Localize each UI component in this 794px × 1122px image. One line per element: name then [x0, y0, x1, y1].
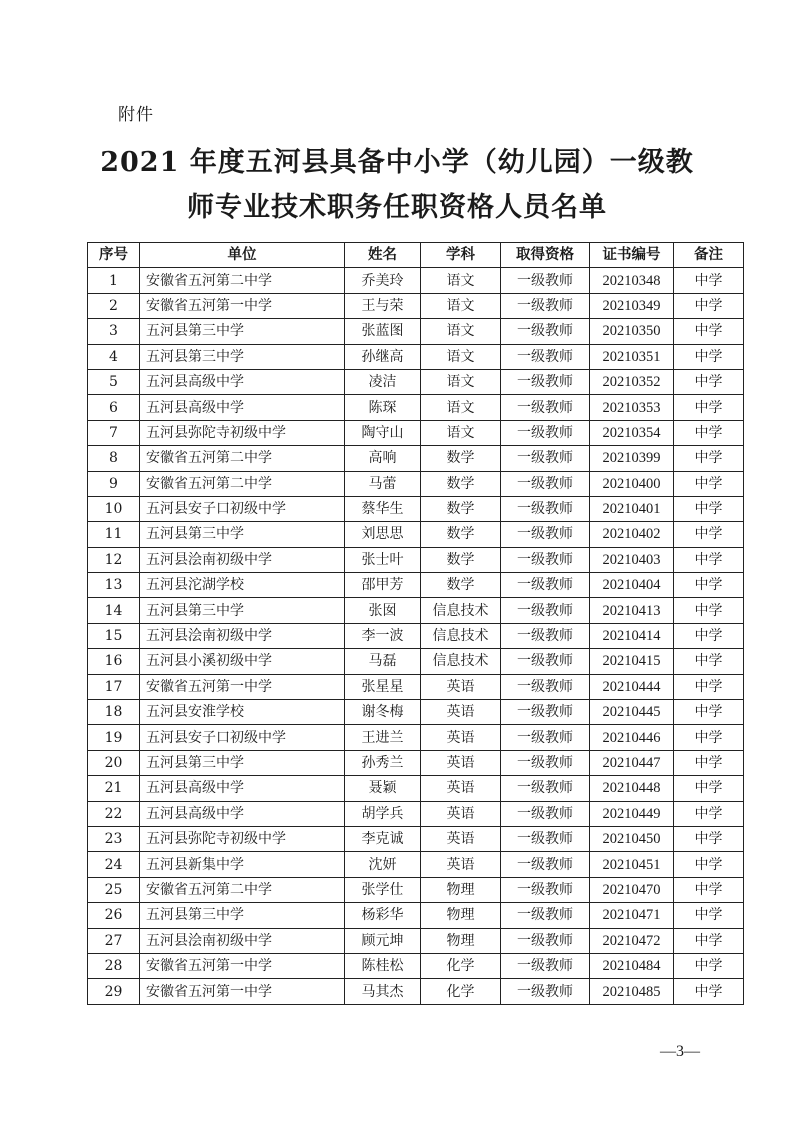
- cell-remark: 中学: [674, 522, 744, 547]
- cell-subject: 物理: [421, 877, 501, 902]
- cell-name: 马蕾: [345, 471, 421, 496]
- cell-unit: 安徽省五河第二中学: [140, 446, 345, 471]
- cell-subject: 语文: [421, 395, 501, 420]
- cell-qualification: 一级教师: [501, 801, 590, 826]
- cell-qualification: 一级教师: [501, 573, 590, 598]
- cell-remark: 中学: [674, 801, 744, 826]
- table-body: [88, 268, 744, 1004]
- table-header-row: [88, 243, 744, 268]
- cell-qualification: 一级教师: [501, 319, 590, 344]
- cell-remark: 中学: [674, 420, 744, 445]
- cell-certificate-number: 20210401: [590, 496, 674, 521]
- table-row: [88, 420, 744, 445]
- cell-name: 顾元坤: [345, 928, 421, 953]
- cell-subject: 英语: [421, 826, 501, 851]
- cell-serial: 2: [88, 293, 140, 318]
- cell-serial: 22: [88, 801, 140, 826]
- cell-certificate-number: 20210353: [590, 395, 674, 420]
- cell-qualification: 一级教师: [501, 674, 590, 699]
- table-row: [88, 928, 744, 953]
- cell-remark: 中学: [674, 369, 744, 394]
- cell-name: 刘思思: [345, 522, 421, 547]
- cell-name: 王进兰: [345, 725, 421, 750]
- cell-certificate-number: 20210448: [590, 776, 674, 801]
- page-number: —3—: [660, 1043, 700, 1060]
- cell-serial: 10: [88, 496, 140, 521]
- cell-qualification: 一级教师: [501, 750, 590, 775]
- cell-name: 蔡华生: [345, 496, 421, 521]
- cell-remark: 中学: [674, 826, 744, 851]
- table-row: [88, 649, 744, 674]
- table-row: [88, 674, 744, 699]
- cell-serial: 12: [88, 547, 140, 572]
- table-row: [88, 547, 744, 572]
- cell-certificate-number: 20210404: [590, 573, 674, 598]
- cell-subject: 数学: [421, 471, 501, 496]
- cell-remark: 中学: [674, 979, 744, 1004]
- cell-certificate-number: 20210485: [590, 979, 674, 1004]
- cell-name: 李一波: [345, 623, 421, 648]
- cell-qualification: 一级教师: [501, 598, 590, 623]
- table-row: [88, 700, 744, 725]
- cell-name: 张士叶: [345, 547, 421, 572]
- cell-serial: 6: [88, 395, 140, 420]
- cell-name: 孙秀兰: [345, 750, 421, 775]
- cell-certificate-number: 20210403: [590, 547, 674, 572]
- cell-serial: 14: [88, 598, 140, 623]
- table-row: [88, 826, 744, 851]
- cell-unit: 安徽省五河第二中学: [140, 877, 345, 902]
- cell-remark: 中学: [674, 293, 744, 318]
- cell-subject: 英语: [421, 852, 501, 877]
- cell-remark: 中学: [674, 776, 744, 801]
- cell-subject: 语文: [421, 268, 501, 293]
- cell-certificate-number: 20210354: [590, 420, 674, 445]
- cell-serial: 28: [88, 953, 140, 978]
- cell-name: 马其杰: [345, 979, 421, 1004]
- cell-certificate-number: 20210349: [590, 293, 674, 318]
- cell-unit: 五河县第三中学: [140, 903, 345, 928]
- table-row: [88, 522, 744, 547]
- cell-qualification: 一级教师: [501, 547, 590, 572]
- cell-certificate-number: 20210471: [590, 903, 674, 928]
- cell-certificate-number: 20210446: [590, 725, 674, 750]
- cell-certificate-number: 20210348: [590, 268, 674, 293]
- cell-remark: 中学: [674, 725, 744, 750]
- cell-name: 陈琛: [345, 395, 421, 420]
- header-unit: 单位: [140, 243, 345, 268]
- table-row: [88, 598, 744, 623]
- table-row: [88, 369, 744, 394]
- cell-unit: 安徽省五河第一中学: [140, 293, 345, 318]
- cell-serial: 29: [88, 979, 140, 1004]
- cell-name: 谢冬梅: [345, 700, 421, 725]
- cell-subject: 英语: [421, 801, 501, 826]
- cell-qualification: 一级教师: [501, 826, 590, 851]
- table-row: [88, 293, 744, 318]
- header-name: 姓名: [345, 243, 421, 268]
- cell-qualification: 一级教师: [501, 395, 590, 420]
- cell-remark: 中学: [674, 268, 744, 293]
- cell-unit: 五河县高级中学: [140, 776, 345, 801]
- cell-serial: 20: [88, 750, 140, 775]
- cell-remark: 中学: [674, 446, 744, 471]
- header-subject: 学科: [421, 243, 501, 268]
- cell-subject: 化学: [421, 979, 501, 1004]
- cell-remark: 中学: [674, 471, 744, 496]
- table-row: [88, 725, 744, 750]
- cell-subject: 英语: [421, 725, 501, 750]
- cell-name: 张囡: [345, 598, 421, 623]
- cell-subject: 物理: [421, 928, 501, 953]
- table-row: [88, 623, 744, 648]
- cell-qualification: 一级教师: [501, 903, 590, 928]
- cell-certificate-number: 20210399: [590, 446, 674, 471]
- cell-name: 杨彩华: [345, 903, 421, 928]
- cell-certificate-number: 20210351: [590, 344, 674, 369]
- table-row: [88, 395, 744, 420]
- cell-serial: 19: [88, 725, 140, 750]
- cell-unit: 五河县浍南初级中学: [140, 547, 345, 572]
- cell-subject: 英语: [421, 776, 501, 801]
- cell-subject: 数学: [421, 496, 501, 521]
- cell-name: 沈妍: [345, 852, 421, 877]
- table-row: [88, 319, 744, 344]
- cell-certificate-number: 20210414: [590, 623, 674, 648]
- cell-qualification: 一级教师: [501, 420, 590, 445]
- cell-name: 马磊: [345, 649, 421, 674]
- cell-name: 陈桂松: [345, 953, 421, 978]
- cell-qualification: 一级教师: [501, 471, 590, 496]
- cell-qualification: 一级教师: [501, 522, 590, 547]
- cell-unit: 五河县安淮学校: [140, 700, 345, 725]
- cell-serial: 17: [88, 674, 140, 699]
- cell-qualification: 一级教师: [501, 649, 590, 674]
- cell-serial: 18: [88, 700, 140, 725]
- cell-unit: 五河县第三中学: [140, 750, 345, 775]
- cell-unit: 五河县弥陀寺初级中学: [140, 420, 345, 445]
- cell-certificate-number: 20210444: [590, 674, 674, 699]
- cell-qualification: 一级教师: [501, 369, 590, 394]
- document-title-line-2: 师专业技术职务任职资格人员名单: [187, 192, 607, 223]
- cell-subject: 数学: [421, 573, 501, 598]
- cell-certificate-number: 20210400: [590, 471, 674, 496]
- cell-remark: 中学: [674, 674, 744, 699]
- cell-certificate-number: 20210447: [590, 750, 674, 775]
- cell-remark: 中学: [674, 852, 744, 877]
- cell-subject: 物理: [421, 903, 501, 928]
- cell-unit: 五河县高级中学: [140, 395, 345, 420]
- cell-subject: 语文: [421, 420, 501, 445]
- table-row: [88, 903, 744, 928]
- table-row: [88, 776, 744, 801]
- cell-unit: 五河县第三中学: [140, 344, 345, 369]
- cell-subject: 英语: [421, 700, 501, 725]
- cell-unit: 安徽省五河第一中学: [140, 674, 345, 699]
- cell-serial: 7: [88, 420, 140, 445]
- cell-qualification: 一级教师: [501, 852, 590, 877]
- cell-qualification: 一级教师: [501, 877, 590, 902]
- cell-qualification: 一级教师: [501, 979, 590, 1004]
- cell-unit: 安徽省五河第二中学: [140, 471, 345, 496]
- cell-unit: 五河县第三中学: [140, 522, 345, 547]
- cell-unit: 五河县第三中学: [140, 598, 345, 623]
- cell-subject: 数学: [421, 547, 501, 572]
- cell-serial: 25: [88, 877, 140, 902]
- cell-name: 胡学兵: [345, 801, 421, 826]
- cell-remark: 中学: [674, 573, 744, 598]
- cell-unit: 五河县安子口初级中学: [140, 725, 345, 750]
- cell-remark: 中学: [674, 953, 744, 978]
- cell-subject: 化学: [421, 953, 501, 978]
- cell-remark: 中学: [674, 395, 744, 420]
- table-row: [88, 446, 744, 471]
- cell-serial: 27: [88, 928, 140, 953]
- cell-name: 张星星: [345, 674, 421, 699]
- table-row: [88, 344, 744, 369]
- cell-certificate-number: 20210413: [590, 598, 674, 623]
- cell-remark: 中学: [674, 547, 744, 572]
- cell-name: 聂颖: [345, 776, 421, 801]
- cell-qualification: 一级教师: [501, 496, 590, 521]
- cell-serial: 15: [88, 623, 140, 648]
- cell-remark: 中学: [674, 750, 744, 775]
- table-row: [88, 852, 744, 877]
- cell-serial: 8: [88, 446, 140, 471]
- cell-remark: 中学: [674, 623, 744, 648]
- cell-certificate-number: 20210470: [590, 877, 674, 902]
- cell-certificate-number: 20210445: [590, 700, 674, 725]
- cell-unit: 五河县第三中学: [140, 319, 345, 344]
- cell-subject: 数学: [421, 522, 501, 547]
- cell-qualification: 一级教师: [501, 725, 590, 750]
- cell-certificate-number: 20210402: [590, 522, 674, 547]
- table-row: [88, 877, 744, 902]
- table-row: [88, 801, 744, 826]
- cell-serial: 3: [88, 319, 140, 344]
- cell-remark: 中学: [674, 903, 744, 928]
- cell-name: 高响: [345, 446, 421, 471]
- cell-serial: 11: [88, 522, 140, 547]
- cell-remark: 中学: [674, 928, 744, 953]
- cell-serial: 5: [88, 369, 140, 394]
- cell-qualification: 一级教师: [501, 776, 590, 801]
- cell-name: 陶守山: [345, 420, 421, 445]
- cell-qualification: 一级教师: [501, 928, 590, 953]
- cell-unit: 安徽省五河第二中学: [140, 268, 345, 293]
- header-remark: 备注: [674, 243, 744, 268]
- cell-unit: 五河县弥陀寺初级中学: [140, 826, 345, 851]
- cell-remark: 中学: [674, 649, 744, 674]
- header-certificate-number: 证书编号: [590, 243, 674, 268]
- cell-unit: 五河县高级中学: [140, 369, 345, 394]
- cell-unit: 五河县浍南初级中学: [140, 623, 345, 648]
- cell-serial: 9: [88, 471, 140, 496]
- header-qualification: 取得资格: [501, 243, 590, 268]
- cell-unit: 安徽省五河第一中学: [140, 979, 345, 1004]
- table-row: [88, 268, 744, 293]
- table-row: [88, 979, 744, 1004]
- cell-name: 乔美玲: [345, 268, 421, 293]
- cell-serial: 13: [88, 573, 140, 598]
- cell-qualification: 一级教师: [501, 623, 590, 648]
- cell-qualification: 一级教师: [501, 344, 590, 369]
- cell-qualification: 一级教师: [501, 268, 590, 293]
- cell-serial: 16: [88, 649, 140, 674]
- cell-certificate-number: 20210415: [590, 649, 674, 674]
- cell-certificate-number: 20210450: [590, 826, 674, 851]
- cell-unit: 五河县小溪初级中学: [140, 649, 345, 674]
- cell-unit: 五河县浍南初级中学: [140, 928, 345, 953]
- cell-unit: 五河县安子口初级中学: [140, 496, 345, 521]
- cell-serial: 1: [88, 268, 140, 293]
- cell-certificate-number: 20210449: [590, 801, 674, 826]
- cell-certificate-number: 20210472: [590, 928, 674, 953]
- cell-subject: 英语: [421, 750, 501, 775]
- cell-remark: 中学: [674, 877, 744, 902]
- cell-name: 王与荣: [345, 293, 421, 318]
- cell-certificate-number: 20210451: [590, 852, 674, 877]
- cell-qualification: 一级教师: [501, 293, 590, 318]
- cell-subject: 语文: [421, 293, 501, 318]
- cell-subject: 语文: [421, 344, 501, 369]
- cell-unit: 五河县沱湖学校: [140, 573, 345, 598]
- cell-subject: 语文: [421, 369, 501, 394]
- cell-subject: 语文: [421, 319, 501, 344]
- cell-remark: 中学: [674, 319, 744, 344]
- cell-subject: 信息技术: [421, 649, 501, 674]
- teacher-roster-table: [87, 242, 744, 1005]
- cell-name: 凌洁: [345, 369, 421, 394]
- cell-remark: 中学: [674, 496, 744, 521]
- cell-remark: 中学: [674, 598, 744, 623]
- cell-name: 李克诚: [345, 826, 421, 851]
- cell-certificate-number: 20210484: [590, 953, 674, 978]
- cell-name: 张蓝图: [345, 319, 421, 344]
- attachment-label: 附件: [118, 105, 154, 125]
- cell-name: 孙继高: [345, 344, 421, 369]
- header-serial: 序号: [88, 243, 140, 268]
- table-row: [88, 471, 744, 496]
- cell-certificate-number: 20210350: [590, 319, 674, 344]
- cell-qualification: 一级教师: [501, 446, 590, 471]
- cell-unit: 安徽省五河第一中学: [140, 953, 345, 978]
- cell-serial: 4: [88, 344, 140, 369]
- cell-serial: 26: [88, 903, 140, 928]
- cell-qualification: 一级教师: [501, 953, 590, 978]
- cell-name: 邵甲芳: [345, 573, 421, 598]
- table-row: [88, 573, 744, 598]
- cell-qualification: 一级教师: [501, 700, 590, 725]
- cell-certificate-number: 20210352: [590, 369, 674, 394]
- cell-name: 张学仕: [345, 877, 421, 902]
- cell-remark: 中学: [674, 700, 744, 725]
- cell-subject: 信息技术: [421, 623, 501, 648]
- cell-serial: 23: [88, 826, 140, 851]
- cell-subject: 英语: [421, 674, 501, 699]
- table-row: [88, 750, 744, 775]
- cell-subject: 信息技术: [421, 598, 501, 623]
- cell-unit: 五河县高级中学: [140, 801, 345, 826]
- table-row: [88, 953, 744, 978]
- cell-serial: 24: [88, 852, 140, 877]
- table-row: [88, 496, 744, 521]
- cell-subject: 数学: [421, 446, 501, 471]
- document-title-line-1: 2021 年度五河县具备中小学（幼儿园）一级教: [100, 147, 694, 178]
- cell-remark: 中学: [674, 344, 744, 369]
- cell-serial: 21: [88, 776, 140, 801]
- cell-unit: 五河县新集中学: [140, 852, 345, 877]
